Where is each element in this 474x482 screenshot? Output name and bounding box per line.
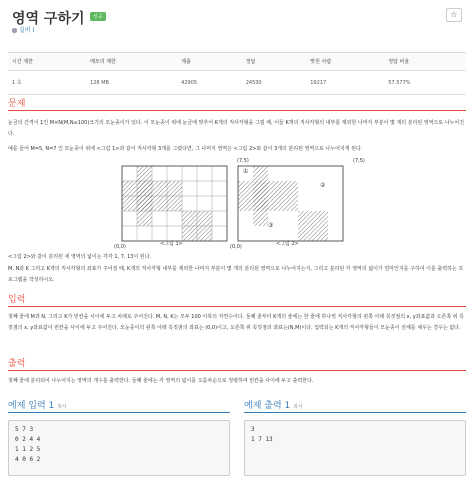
info-cell: 19217 — [306, 71, 384, 95]
fig2-bottom-label: (0,0) — [230, 244, 242, 250]
example-output-title — [244, 398, 303, 411]
info-cell: 24530 — [242, 71, 307, 95]
info-cell: 128 MB — [86, 71, 177, 95]
region-label: ③ — [268, 222, 274, 229]
example-output-box: 3 1 7 13 — [244, 420, 466, 476]
output-section-title: 출력 — [8, 359, 26, 369]
example-input-label: 예제 입력 1 — [8, 401, 55, 411]
region-label: ① — [243, 168, 249, 175]
page-title: 영역 구하기 — [12, 11, 85, 27]
problem-paragraph: 눈금의 간격이 1인 M×N(M,N≤100)크기의 모눈종이가 있다. 이 모눈종이 위에 눈금에 맞추어 K개의 직사각형을 그릴 때, 이들 K개의 직사각형의 내부를 제외한 나머지 부분이 몇 개의 분리된 영역으로 나누어진다. — [8, 120, 465, 137]
fig1-caption: <그림 1> — [160, 241, 183, 247]
status-badge: 성공 — [90, 12, 106, 21]
input-section-title: 입력 — [8, 295, 26, 305]
info-header: 제출 — [177, 53, 242, 71]
tier-icon — [12, 28, 17, 34]
section-divider — [244, 412, 466, 413]
problem-header — [8, 6, 466, 34]
problem-section-title: 문제 — [8, 99, 26, 109]
tier-label: 실버 I — [19, 27, 35, 34]
info-header: 정답 비율 — [384, 53, 466, 71]
input-paragraph: 첫째 줄에 M과 N, 그리고 K가 빈칸을 사이에 두고 차례로 주어진다. M, N, K는 모두 100 이하의 자연수이다. 둘째 줄부터 K개의 줄에는 한 줄에 하나씩 직사각형의 왼쪽 아래 꼭짓점의 x, y좌표값과 오른쪽 위 꼭짓점의 x, y좌표값이 빈칸을 사이에 두고 주어진다. 모눈종이의 왼쪽 아래 꼭짓점의 좌표는 (0,0)이고, 오른쪽 위 꼭짓점의 좌표는(N,M)이다. 입력되는 K개의 직사각형들이 모눈종이 전체를 채우는 경우는 없다. — [8, 314, 464, 331]
copy-input-button[interactable]: 복사 — [57, 404, 67, 410]
problem-paragraph: 예를 들어 M=5, N=7 인 모눈종이 위에 <그림 1>과 같이 직사각형 3개를 그렸다면, 그 나머지 영역은 <그림 2>와 같이 3개의 분리된 영역으로 나누어지게 된다. — [8, 146, 363, 152]
section-divider — [8, 306, 466, 307]
figure-1-graphic — [112, 158, 237, 248]
info-header: 시간 제한 — [8, 53, 86, 71]
info-header: 맞힌 사람 — [306, 53, 384, 71]
info-header: 정답 — [242, 53, 307, 71]
info-cell: 1 초 — [8, 71, 86, 95]
section-divider — [8, 412, 230, 413]
region-label: ② — [320, 182, 326, 189]
fig2-top-label: (7,5) — [353, 158, 365, 164]
example-input-box: 5 7 3 0 2 4 4 1 1 2 5 4 0 6 2 — [8, 420, 230, 476]
problem-info-table — [8, 52, 466, 95]
figure-1 — [112, 158, 237, 252]
info-header: 메모리 제한 — [86, 53, 177, 71]
problem-paragraph: <그림 2>와 같이 분리된 세 영역의 넓이는 각각 1, 7, 13이 된다. — [8, 254, 152, 260]
fig1-top-label: (7,5) — [237, 158, 249, 164]
section-divider — [8, 370, 466, 371]
star-button[interactable]: ☆ — [446, 8, 462, 22]
example-output-label: 예제 출력 1 — [244, 401, 291, 411]
section-divider — [8, 110, 466, 111]
fig1-bottom-label: (0,0) — [114, 244, 126, 250]
copy-output-button[interactable]: 복사 — [293, 404, 303, 410]
info-cell: 57.577% — [384, 71, 466, 95]
output-paragraph: 첫째 줄에 분리되어 나누어지는 영역의 개수를 출력한다. 둘째 줄에는 각 영역의 넓이를 오름차순으로 정렬하여 빈칸을 사이에 두고 출력한다. — [8, 378, 314, 384]
tier-link[interactable] — [12, 25, 34, 34]
fig2-caption: <그림 2> — [276, 241, 299, 247]
problem-paragraph: M, N과 K 그리고 K개의 직사각형의 좌표가 주어질 때, K개의 직사각형 내부를 제외한 나머지 부분이 몇 개의 분리된 영역으로 나누어지는지, 그리고 분리된 각 영역의 넓이가 얼마인지를 구하여 이를 출력하는 프로그램을 작성하시오. — [8, 266, 464, 283]
info-cell: 42905 — [177, 71, 242, 95]
example-input-title — [8, 398, 67, 411]
